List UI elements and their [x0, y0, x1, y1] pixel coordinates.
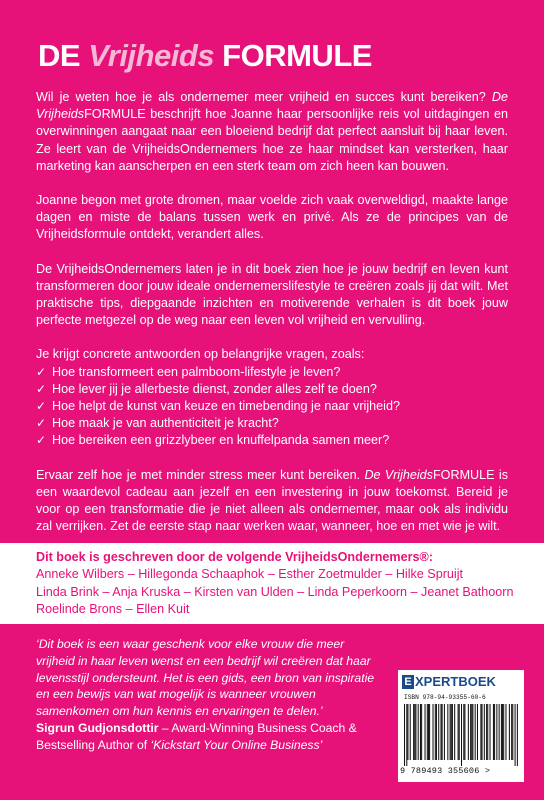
barcode-bar	[427, 704, 428, 760]
barcode-bar	[493, 704, 494, 760]
barcode-bar	[450, 704, 451, 760]
question-text: Hoe maak je van authenticiteit je kracht?	[52, 416, 279, 431]
check-icon: ✓	[36, 364, 47, 379]
barcode-bar	[475, 704, 476, 760]
check-icon: ✓	[36, 381, 47, 396]
barcode-bar	[458, 704, 459, 760]
question-text: Hoe bereiken een grizzlybeer en knuffelpanda samen meer?	[52, 433, 390, 448]
barcode-bar	[512, 704, 513, 760]
barcode-bar	[517, 704, 518, 766]
publisher-logo	[402, 674, 496, 689]
title-part-de: DE	[38, 38, 89, 73]
barcode-bar	[438, 704, 439, 760]
check-icon: ✓	[36, 416, 47, 431]
barcode-bar	[406, 704, 407, 766]
barcode-icon	[404, 704, 518, 766]
authors-line: Anneke Wilbers – Hillegonda Schaaphok – Esther Zoetmulder – Hilke Spruijt	[36, 567, 464, 582]
closing-text-b: FORMULE is een waardevol cadeau aan jezelf en een investering in jouw toekomst. Bereid je voor op een transformatie die je niet alleen als ondernemer, maar ook als individu zal verrijken. Zet de eerste stap naar werken waar, wanneer, hoe en met wie je wilt.	[36, 467, 509, 534]
barcode-bar	[499, 704, 500, 760]
question-text: Hoe lever jij je allerbeste dienst, zonder alles zelf te doen?	[52, 381, 377, 396]
paragraph-closing	[36, 467, 508, 536]
barcode-bar	[472, 704, 473, 760]
barcode-bar	[509, 704, 510, 760]
authors-line: Roelinde Brons – Ellen Kuit	[36, 602, 190, 617]
barcode-bar	[413, 704, 414, 760]
title-part-vrijheids: Vrijheids	[88, 38, 215, 73]
barcode-bar	[404, 704, 405, 766]
authors-panel	[0, 543, 544, 624]
isbn-label: ISBN 978-94-93355-60-6	[404, 694, 486, 701]
question-item	[36, 432, 508, 449]
quote-text: ‘Dit boek is een waar geschenk voor elke vrouw die meer vrijheid in haar leven wenst en een bedrijf wil creëren dat haar levensstijl ondersteunt. Het is een gids, een bron van inspiratie en een bewijs van wat mogelijk is wanneer vrouwen samenkomen om hun kennis en ervaringen te delen.’	[36, 637, 375, 719]
barcode-bar	[461, 704, 462, 766]
barcode-bar	[494, 704, 495, 760]
barcode-bar	[482, 704, 483, 760]
testimonial-quote	[36, 636, 376, 754]
barcode-bar	[414, 704, 415, 760]
book-title	[38, 38, 372, 74]
barcode-bar	[477, 704, 478, 760]
barcode-bar	[502, 704, 503, 760]
publisher-badge: E	[402, 675, 414, 689]
description-block	[36, 89, 508, 552]
closing-text-a: Ervaar zelf hoe je met minder stress meer kunt bereiken.	[36, 467, 365, 482]
barcode-bar	[418, 704, 419, 760]
barcode-bar	[505, 704, 506, 760]
title-part-formule: FORMULE	[214, 38, 372, 73]
barcode-panel	[398, 670, 524, 782]
quote-book-title: ‘Kickstart Your Online Business’	[150, 737, 323, 752]
publisher-name: XPERTBOEK	[415, 674, 496, 689]
barcode-bar	[452, 704, 453, 760]
authors-line: Linda Brink – Anja Kruska – Kirsten van Ulden – Linda Peperkoorn – Jeanet Bathoorn	[36, 584, 514, 599]
paragraph-intro	[36, 89, 508, 175]
barcode-bar	[471, 704, 472, 760]
paragraph-joanne: Joanne begon met grote dromen, maar voelde zich vaak overweldigd, maakte lange dagen en miste de balans tussen werk en privé. Als ze de principes van de Vrijheidsformule ontdekt, verandert alles.	[36, 193, 508, 242]
barcode-bar	[425, 704, 426, 760]
barcode-bar	[410, 704, 411, 760]
question-item	[36, 415, 508, 432]
barcode-bar	[451, 704, 452, 760]
barcode-bar	[486, 704, 487, 760]
barcode-bar	[459, 704, 460, 760]
question-text: Hoe helpt de kunst van keuze en timebending je naar vrijheid?	[52, 399, 400, 414]
barcode-bar	[420, 704, 421, 760]
intro-text-b: FORMULE beschrijft hoe Joanne haar persoonlijke reis vol uitdagingen en overwinningen aangaat naar een bloeiend bedrijf dat perfect aansluit bij haar leven. Ze leert van de VrijheidsOndernemers hoe ze haar mindset kan versterken, haar marketing kan aanscherpen en een sterk team om zich heen kan bouwen.	[36, 107, 508, 173]
barcode-bar	[501, 704, 502, 760]
barcode-bar	[515, 704, 516, 766]
barcode-bar	[511, 704, 512, 760]
barcode-bar	[464, 704, 465, 760]
barcode-bar	[433, 704, 434, 760]
intro-text-a: Wil je weten hoe je als ondernemer meer vrijheid en succes kunt bereiken?	[36, 90, 492, 104]
question-item	[36, 398, 508, 415]
barcode-bar	[480, 704, 481, 760]
authors-heading: Dit boek is geschreven door de volgende VrijheidsOndernemers®:	[36, 550, 433, 564]
barcode-digits: 9 789493 355606 >	[400, 766, 491, 776]
barcode-bar	[468, 704, 469, 760]
barcode-bar	[447, 704, 448, 760]
barcode-bar	[503, 704, 504, 760]
closing-book-name: De Vrijheids	[364, 467, 433, 482]
barcode-bar	[440, 704, 441, 760]
barcode-bar	[444, 704, 445, 760]
barcode-bar	[470, 704, 471, 760]
barcode-bar	[415, 704, 416, 760]
barcode-bar	[463, 704, 464, 760]
barcode-bar	[496, 704, 497, 760]
question-item	[36, 364, 508, 381]
barcode-bar	[490, 704, 491, 760]
paragraph-questions-intro: Je krijgt concrete antwoorden op belangrijke vragen, zoals:	[36, 347, 365, 362]
quote-author: Sigrun Gudjonsdottir	[36, 720, 159, 735]
quote-attribution	[36, 720, 376, 754]
barcode-bar	[436, 704, 437, 760]
paragraph-ondernemers: De VrijheidsOndernemers laten je in dit boek zien hoe je jouw bedrijf en leven kunt transformeren door jouw ideale ondernemerslifestyle te creëren zoals jij dat wilt. Met praktische tips, diepgaande inzichten en motiverende verhalen is dit boek jouw perfecte metgezel op de weg naar een leven vol vrijheid en vervulling.	[36, 261, 508, 328]
barcode-bar	[407, 704, 408, 760]
question-list	[36, 364, 508, 450]
barcode-bar	[454, 704, 455, 760]
barcode-bar	[442, 704, 443, 760]
barcode-bar	[484, 704, 485, 760]
barcode-bar	[435, 704, 436, 760]
quote-role: – Award-Winning Business Coach & Bestselling Author of	[36, 720, 357, 752]
check-icon: ✓	[36, 399, 47, 414]
question-text: Hoe transformeert een palmboom-lifestyle je leven?	[52, 364, 341, 379]
barcode-bar	[428, 704, 429, 760]
barcode-bar	[487, 704, 488, 760]
question-item	[36, 381, 508, 398]
intro-book-name: De Vrijheids	[36, 90, 508, 122]
check-icon: ✓	[36, 433, 47, 448]
barcode-bar	[421, 704, 422, 760]
barcode-bar	[429, 704, 430, 760]
